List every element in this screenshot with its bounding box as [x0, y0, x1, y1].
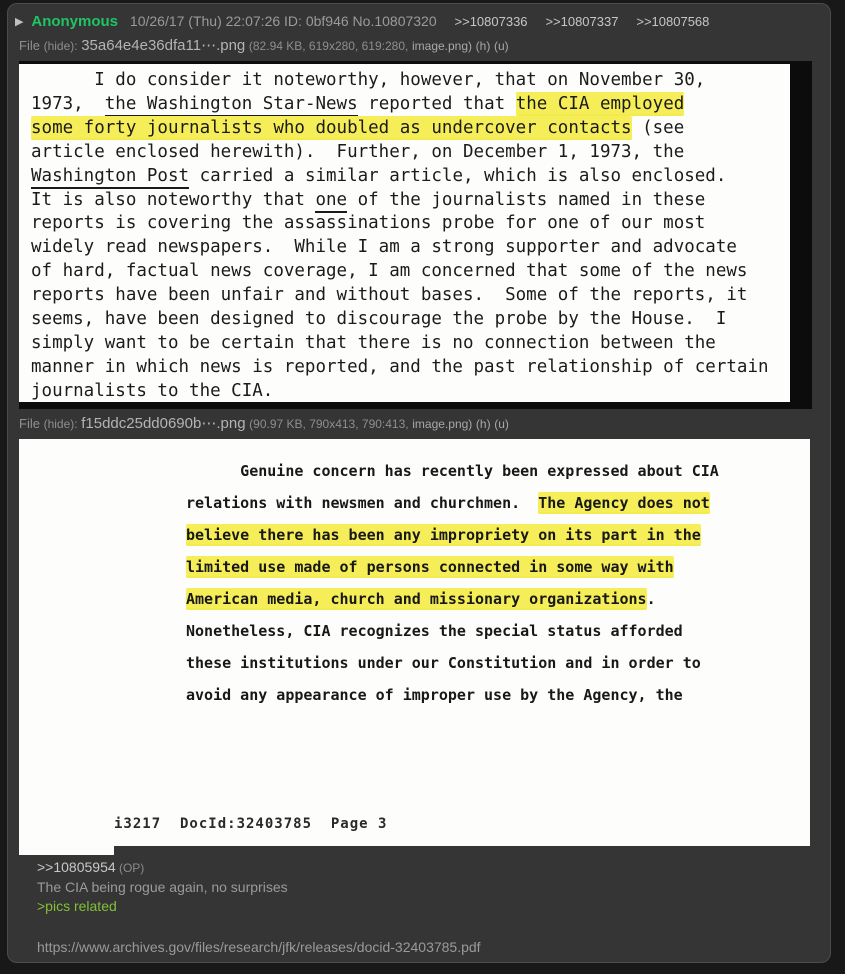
file-name-link[interactable]: 35a64e4e36dfa11⋯.png [81, 37, 246, 54]
file-h-link[interactable]: (h) [475, 417, 491, 431]
file-label: File [19, 38, 40, 53]
file-meta: (90.97 KB, 790x413, 790:413, [249, 417, 409, 431]
post-header [15, 13, 709, 30]
attached-image-2-document-scan[interactable] [19, 439, 810, 846]
post-comment-text: The CIA being rogue again, no surprises [37, 879, 288, 895]
reply-quote-link[interactable]: >>10805954 [37, 859, 116, 875]
backlink-1[interactable]: >>10807336 [454, 14, 528, 29]
file-origname-link[interactable]: image.png) [411, 39, 473, 53]
file-origname-link[interactable]: image.png) [412, 417, 473, 431]
attached-image-1-document-scan[interactable] [19, 61, 812, 409]
poster-name: Anonymous [31, 13, 119, 30]
poster-id: ID: 0bf946 [284, 13, 349, 29]
document-1-paper [19, 64, 790, 402]
file-u-link[interactable]: (u) [494, 417, 509, 431]
document-2-text: Genuine concern has recently been expressed about CIA relations with newsmen and churchmen. The Agency does not believe there has been any impropriety on its part in the limited use made of persons connected in some way with American media, church and missionary organizations. Nonetheless, CIA recognizes the special status afforded these institutions under our Constitution and in order to avoid any appearance of improper use by the Agency, the [186, 462, 719, 704]
backlink-3[interactable]: >>10807568 [636, 14, 710, 29]
document-2-edge-notch [19, 846, 114, 855]
file-h-link[interactable]: (h) [475, 39, 491, 53]
post-container [7, 3, 831, 963]
file-info-2 [19, 414, 509, 432]
backlink-2[interactable]: >>10807337 [545, 14, 619, 29]
greentext-line: >pics related [37, 898, 117, 914]
file-info-1 [19, 36, 509, 54]
file-label: File [19, 416, 40, 431]
document-1-text: I do consider it noteworthy, however, that on November 30, 1973, the Washington Star-News reported that the CIA employed some forty journalists who doubled as undercover contacts (see article enclosed herewith). Further, on December 1, 1973, the Washington Post carried a similar article, which is also enclosed. It is also noteworthy that one of the journalists named in these reports is covering the assassinations probe for one of our most widely read newspapers. While I am a strong supporter and advocate of hard, factual news coverage, I am concerned that some of the news reports have been unfair and without bases. Some of the reports, it seems, have been designed to discourage the probe by the House. I simply want to be certain that there is no connection between the manner in which news is reported, and the past relationship of certain journalists to the CIA. [31, 70, 769, 401]
file-name-link[interactable]: f15ddc25dd0690b⋯.png [81, 415, 246, 432]
post-datetime: 10/26/17 (Thu) 22:07:26 [129, 13, 281, 29]
archives-pdf-url[interactable]: https://www.archives.gov/files/research/jfk/releases/docid-32403785.pdf [37, 939, 481, 955]
hide-post-triangle-icon[interactable]: ▶ [15, 16, 24, 28]
post-body [37, 858, 481, 957]
file-hide-link[interactable]: (hide): [43, 417, 78, 431]
file-meta: (82.94 KB, 619x280, 619:280, [248, 39, 409, 53]
post-number[interactable]: No.10807320 [352, 13, 437, 29]
op-tag: (OP) [115, 861, 145, 875]
file-u-link[interactable]: (u) [493, 39, 509, 53]
file-hide-link[interactable]: (hide): [43, 39, 78, 53]
document-2-docid-footer: i3217 DocId:32403785 Page 3 [114, 816, 388, 832]
